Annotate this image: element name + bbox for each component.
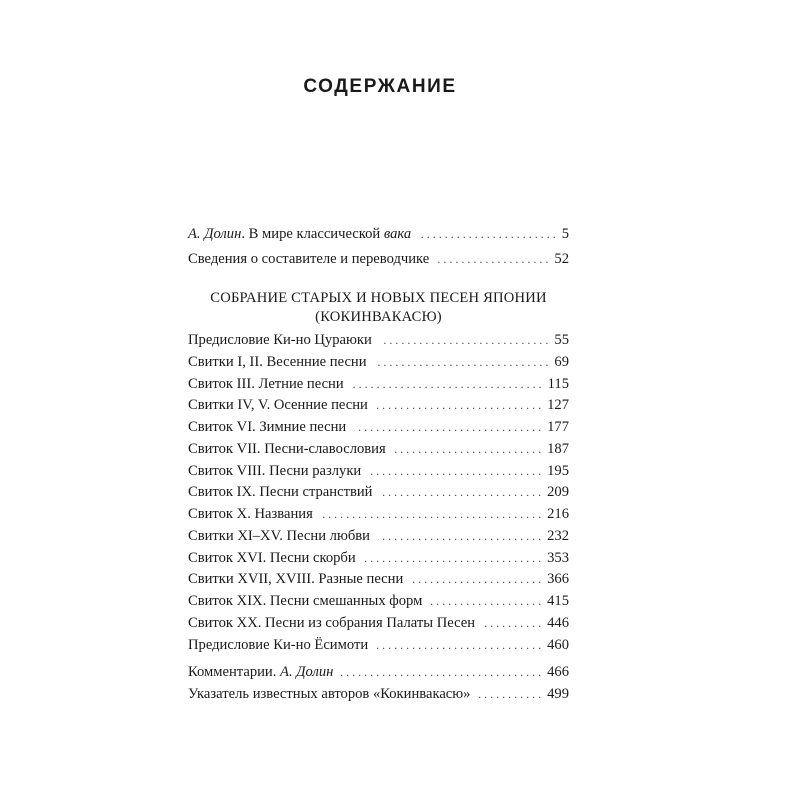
toc-entry-title: Комментарии. (188, 664, 281, 680)
toc-entry-label: Свитки XVII, XVIII. Разные песни (188, 571, 404, 588)
dot-leader (352, 374, 542, 396)
toc-entry-page: 195 (547, 462, 569, 479)
toc-entry-page: 466 (547, 664, 569, 680)
toc-collection-list (188, 330, 569, 656)
toc-entry-page: 115 (547, 375, 569, 392)
toc-entry-title: . В мире классической (241, 226, 384, 242)
section-heading (188, 289, 569, 327)
toc-entry-page: 446 (547, 614, 569, 631)
dot-leader (380, 482, 541, 504)
toc-entry-label: Указатель известных авторов «Кокинвакасю» (188, 685, 471, 702)
toc-entry-page: 460 (547, 636, 569, 653)
dot-leader (437, 247, 548, 272)
toc-entry[interactable] (188, 395, 569, 417)
toc-entry[interactable] (188, 591, 569, 613)
toc-entry-page: 69 (554, 353, 569, 370)
toc-entry-page: 5 (561, 226, 569, 242)
toc-entry-page: 52 (554, 251, 569, 267)
toc-entry[interactable] (188, 613, 569, 635)
toc-entry[interactable] (188, 662, 569, 684)
toc-entry[interactable] (188, 526, 569, 548)
toc-entry[interactable] (188, 330, 569, 352)
toc-entry[interactable] (188, 548, 569, 570)
toc-entry[interactable] (188, 222, 569, 247)
dot-leader (378, 526, 541, 548)
toc-entry-author: А. Долин (188, 226, 242, 242)
toc-entry-author: А. Долин (280, 664, 334, 680)
toc-entry-label: Свиток VII. Песни-славословия (188, 440, 386, 457)
toc-entry-label: Свиток XIX. Песни смешанных форм (188, 593, 423, 609)
toc-entry[interactable] (188, 374, 569, 396)
toc-entry-page: 187 (547, 440, 569, 457)
dot-leader (354, 417, 541, 439)
toc-entry-label: Свитки I, II. Весенние песни (188, 353, 367, 370)
toc-entry-page: 415 (547, 593, 569, 609)
toc-entry[interactable] (188, 417, 569, 439)
dot-leader (369, 461, 541, 483)
toc-entry-label: Свиток VIII. Песни разлуки (188, 462, 362, 479)
dot-leader (376, 395, 541, 417)
toc-entry-title-italic: вака (383, 226, 412, 242)
dot-leader (419, 222, 556, 247)
dot-leader (341, 662, 541, 684)
toc-entry[interactable] (188, 482, 569, 504)
toc-entry-label: Свитки IV, V. Осенние песни (188, 397, 368, 414)
dot-leader (376, 635, 541, 657)
dot-leader (380, 330, 549, 352)
dot-leader (411, 569, 541, 591)
toc-intro-list (188, 222, 569, 272)
dot-leader (483, 613, 541, 635)
toc-entry-label: Свиток X. Названия (188, 506, 313, 522)
toc-entry-page: 499 (547, 685, 569, 702)
toc-entry-page: 216 (547, 506, 569, 522)
dot-leader (394, 439, 541, 461)
toc-entry-label: Свиток III. Летние песни (188, 375, 344, 392)
toc-entry-label: Свитки XI–XV. Песни любви (188, 527, 370, 544)
toc-entry[interactable] (188, 684, 569, 706)
section-heading-line: СОБРАНИЕ СТАРЫХ И НОВЫХ ПЕСЕН ЯПОНИИ (210, 290, 547, 306)
dot-leader (478, 684, 541, 706)
page-title: СОДЕРЖАНИЕ (303, 76, 457, 97)
toc-entry-page: 127 (547, 397, 569, 414)
toc-entry-label (188, 222, 411, 247)
toc-entry-label: Свиток VI. Зимние песни (188, 419, 347, 435)
toc-entry[interactable] (188, 569, 569, 591)
toc-entry-page: 177 (547, 419, 569, 435)
toc-entry[interactable] (188, 439, 569, 461)
dot-leader (364, 548, 541, 570)
dot-leader (375, 352, 549, 374)
toc-entry[interactable] (188, 635, 569, 657)
toc-entry-label: Сведения о составителе и переводчике (188, 251, 430, 267)
toc-entry-label: Предисловие Ки-но Цураюки (188, 332, 372, 348)
toc-entry-label: Предисловие Ки-но Ёсимоти (188, 636, 369, 653)
toc-entry[interactable] (188, 247, 569, 272)
dot-leader (321, 504, 541, 526)
toc-entry-page: 353 (547, 549, 569, 566)
toc-entry-page: 209 (547, 484, 569, 501)
toc-entry-label: Свиток XX. Песни из собрания Палаты Песен (188, 614, 476, 631)
toc-entry[interactable] (188, 461, 569, 483)
toc-entry-label: Свиток XVI. Песни скорби (188, 549, 356, 566)
toc-entry[interactable] (188, 504, 569, 526)
toc-closing-list (188, 662, 569, 706)
toc-entry-label (188, 662, 333, 684)
toc-entry-page: 55 (554, 332, 569, 348)
toc-entry[interactable] (188, 352, 569, 374)
toc-entry-label: Свиток IX. Песни странствий (188, 484, 373, 501)
section-heading-line: (КОКИНВАКАСЮ) (315, 309, 442, 325)
dot-leader (430, 591, 541, 613)
toc-entry-page: 366 (547, 571, 569, 588)
toc-entry-page: 232 (547, 527, 569, 544)
